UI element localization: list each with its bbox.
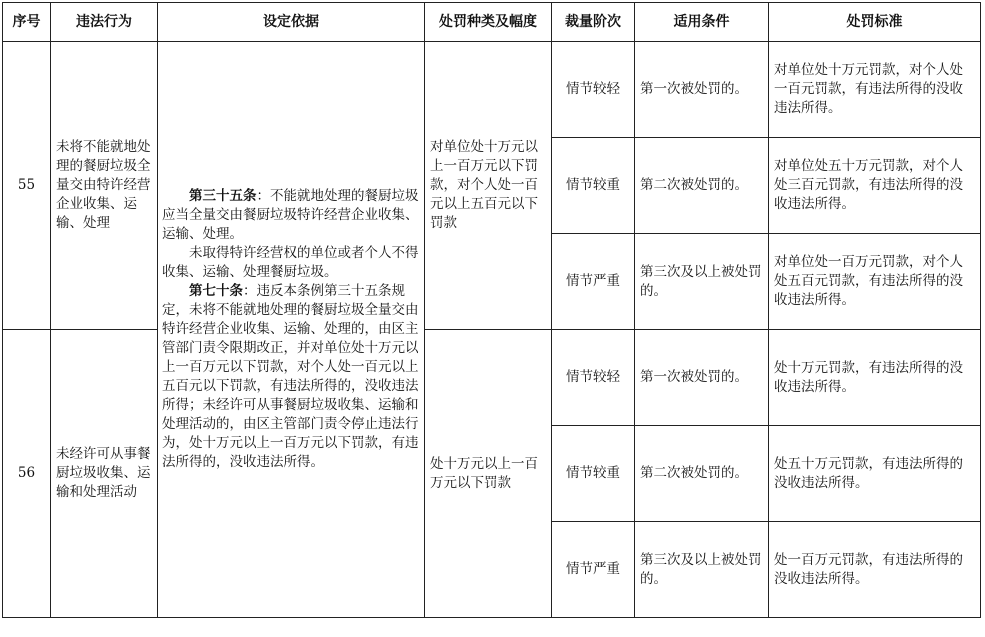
level-cell: 情节较轻 — [552, 42, 635, 138]
penalty-range-cell: 对单位处十万元以上一百万元以下罚款，对个人处一百元以上五百元以下罚款 — [425, 42, 552, 330]
standard-cell: 处五十万元罚款，有违法所得的没收违法所得。 — [769, 426, 981, 522]
condition-cell: 第一次被处罚的。 — [635, 42, 769, 138]
standard-cell: 对单位处十万元罚款，对个人处一百元罚款，有违法所得的没收违法所得。 — [769, 42, 981, 138]
basis-paragraph: 未取得特许经营权的单位或者个人不得收集、运输、处理餐厨垃圾。 — [162, 245, 419, 280]
item-number: 55 — [3, 42, 51, 330]
legal-basis-cell — [158, 42, 425, 618]
violation-cell: 未将不能就地处理的餐厨垃圾全量交由特许经营企业收集、运输、处理 — [51, 42, 158, 330]
standard-cell: 处一百万元罚款，有违法所得的没收违法所得。 — [769, 522, 981, 618]
header-cell: 适用条件 — [635, 3, 769, 42]
standard-cell: 对单位处一百万元罚款，对个人处五百元罚款，有违法所得的没收违法所得。 — [769, 234, 981, 330]
table-row — [3, 42, 981, 138]
article-35-text: ：不能就地处理的餐厨垃圾应当全量交由餐厨垃圾特许经营企业收集、运输、处理。 — [162, 188, 419, 242]
condition-cell: 第三次及以上被处罚的。 — [635, 234, 769, 330]
article-70-label: 第七十条 — [189, 283, 243, 299]
level-cell: 情节严重 — [552, 234, 635, 330]
level-cell: 情节较轻 — [552, 330, 635, 426]
header-cell: 裁量阶次 — [552, 3, 635, 42]
article-70-text: ：违反本条例第三十五条规定，未将不能就地处理的餐厨垃圾全量交由特许经营企业收集、运输、处理的，由区主管部门责令限期改正，并对单位处十万元以上一百万元以下罚款，对个人处一百元以上五百元以下罚款，有违法所得的，没收违法所得；未经许可从事餐厨垃圾收集、运输和处理活动的，由区主管部门责令停止违法行为，处十万元以上一百万元以下罚款，有违法所得的，没收违法所得。 — [162, 283, 419, 470]
standard-cell: 对单位处五十万元罚款，对个人处三百元罚款，有违法所得的没收违法所得。 — [769, 138, 981, 234]
penalty-range-cell: 处十万元以上一百万元以下罚款 — [425, 330, 552, 618]
header-cell: 处罚标准 — [769, 3, 981, 42]
header-cell: 设定依据 — [158, 3, 425, 42]
standard-cell: 处十万元罚款，有违法所得的没收违法所得。 — [769, 330, 981, 426]
header-row — [3, 3, 981, 42]
condition-cell: 第三次及以上被处罚的。 — [635, 522, 769, 618]
penalty-table — [2, 2, 981, 618]
item-number: 56 — [3, 330, 51, 618]
condition-cell: 第一次被处罚的。 — [635, 330, 769, 426]
level-cell: 情节较重 — [552, 426, 635, 522]
level-cell: 情节较重 — [552, 138, 635, 234]
table-row — [3, 330, 981, 426]
header-cell: 序号 — [3, 3, 51, 42]
basis-paragraph — [162, 282, 420, 472]
basis-paragraph — [162, 187, 420, 244]
header-cell: 违法行为 — [51, 3, 158, 42]
level-cell: 情节严重 — [552, 522, 635, 618]
condition-cell: 第二次被处罚的。 — [635, 138, 769, 234]
violation-cell: 未经许可从事餐厨垃圾收集、运输和处理活动 — [51, 330, 158, 618]
condition-cell: 第二次被处罚的。 — [635, 426, 769, 522]
header-cell: 处罚种类及幅度 — [425, 3, 552, 42]
article-35-label: 第三十五条 — [189, 188, 257, 204]
